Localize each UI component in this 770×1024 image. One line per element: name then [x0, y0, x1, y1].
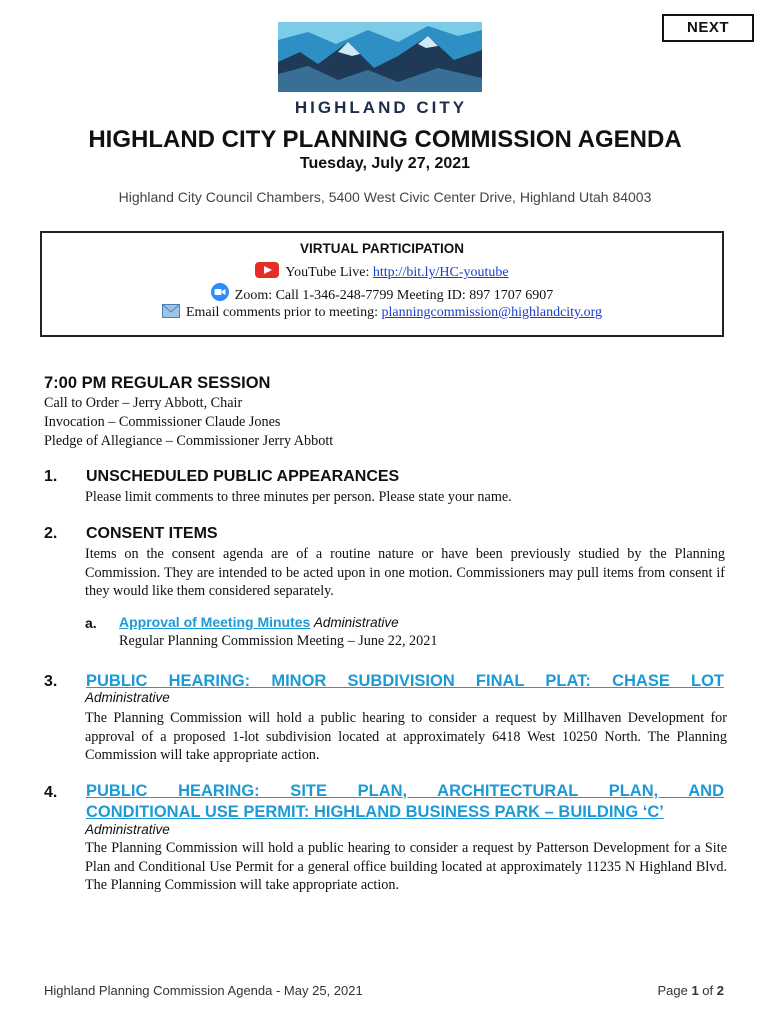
approval-minutes-link[interactable]: Approval of Meeting Minutes	[119, 614, 311, 630]
mountain-logo-icon	[278, 22, 482, 92]
session-call-to-order: Call to Order – Jerry Abbott, Chair	[44, 395, 243, 411]
item-2-number: 2.	[44, 525, 58, 542]
footer-page-number: Page 1 of 2	[657, 983, 724, 998]
email-icon	[162, 304, 180, 323]
item-2a-tag: Administrative	[313, 615, 399, 630]
virtual-participation-title: VIRTUAL PARTICIPATION	[300, 241, 464, 256]
youtube-icon	[255, 262, 279, 283]
item-1-title: UNSCHEDULED PUBLIC APPEARANCES	[86, 468, 400, 485]
item-3-tag: Administrative	[85, 690, 170, 705]
item-4-tag: Administrative	[85, 822, 170, 837]
footer-document-name: Highland Planning Commission Agenda - May 25, 2021	[44, 983, 363, 998]
session-invocation: Invocation – Commissioner Claude Jones	[44, 414, 281, 430]
item-3-title-link[interactable]: PUBLIC HEARING: MINOR SUBDIVISION FINAL PLAT: CHASE LOT	[86, 672, 724, 690]
meeting-date: Tuesday, July 27, 2021	[299, 155, 471, 172]
item-3-text: The Planning Commission will hold a public hearing to consider a request by Millhaven Development for approval of a proposed 1-lot subdivision located at approximately 6418 West 10250 North. The Planning Commission will take appropriate action.	[85, 710, 727, 764]
meeting-location: Highland City Council Chambers, 5400 West Civic Center Drive, Highland Utah 84003	[118, 189, 652, 205]
virtual-participation-box	[40, 231, 724, 337]
zoom-text: Zoom: Call 1-346-248-7799 Meeting ID: 897 1707 6907	[234, 288, 554, 303]
zoom-icon	[211, 283, 229, 306]
email-link[interactable]: planningcommission@highlandcity.org	[381, 305, 603, 320]
logo-wordmark: HIGHLAND CITY	[294, 98, 468, 117]
email-line	[42, 304, 722, 323]
item-2-title: CONSENT ITEMS	[86, 525, 218, 542]
zoom-line	[42, 283, 722, 306]
youtube-line	[42, 262, 722, 283]
item-1-number: 1.	[44, 468, 58, 485]
item-4-text: The Planning Commission will hold a public hearing to consider a request by Patterson Development for a Site Plan and Conditional Use Permit for a general office building located at approximately 11235 N Highland Blvd. The Planning Commission will take appropriate action.	[85, 840, 727, 894]
item-4-title-link-line1[interactable]: PUBLIC HEARING: SITE PLAN, ARCHITECTURAL PLAN, AND	[86, 782, 724, 800]
item-2a-letter: a.	[85, 615, 97, 631]
item-4-number: 4.	[44, 784, 58, 801]
item-4-title-link-line2[interactable]: CONDITIONAL USE PERMIT: HIGHLAND BUSINESS PARK – BUILDING ‘C’	[86, 803, 664, 821]
item-2-text: Items on the consent agenda are of a routine nature or have been previously studied by the Planning Commission. They are intended to be acted upon in one motion. Commissioners may pull items from consent if they would like them considered separately.	[85, 546, 725, 600]
youtube-label: YouTube Live:	[285, 265, 370, 280]
session-title: 7:00 PM REGULAR SESSION	[44, 374, 271, 392]
session-pledge: Pledge of Allegiance – Commissioner Jerry Abbott	[44, 433, 334, 449]
email-label: Email comments prior to meeting:	[185, 305, 379, 320]
page-title: HIGHLAND CITY PLANNING COMMISSION AGENDA	[88, 126, 682, 153]
item-1-text: Please limit comments to three minutes per person. Please state your name.	[85, 489, 512, 505]
item-2a-text: Regular Planning Commission Meeting – June 22, 2021	[119, 633, 438, 649]
item-3-number: 3.	[44, 673, 58, 690]
item-2a-line	[119, 614, 399, 632]
next-button[interactable]: NEXT	[662, 14, 754, 42]
youtube-link[interactable]: http://bit.ly/HC-youtube	[372, 265, 509, 280]
